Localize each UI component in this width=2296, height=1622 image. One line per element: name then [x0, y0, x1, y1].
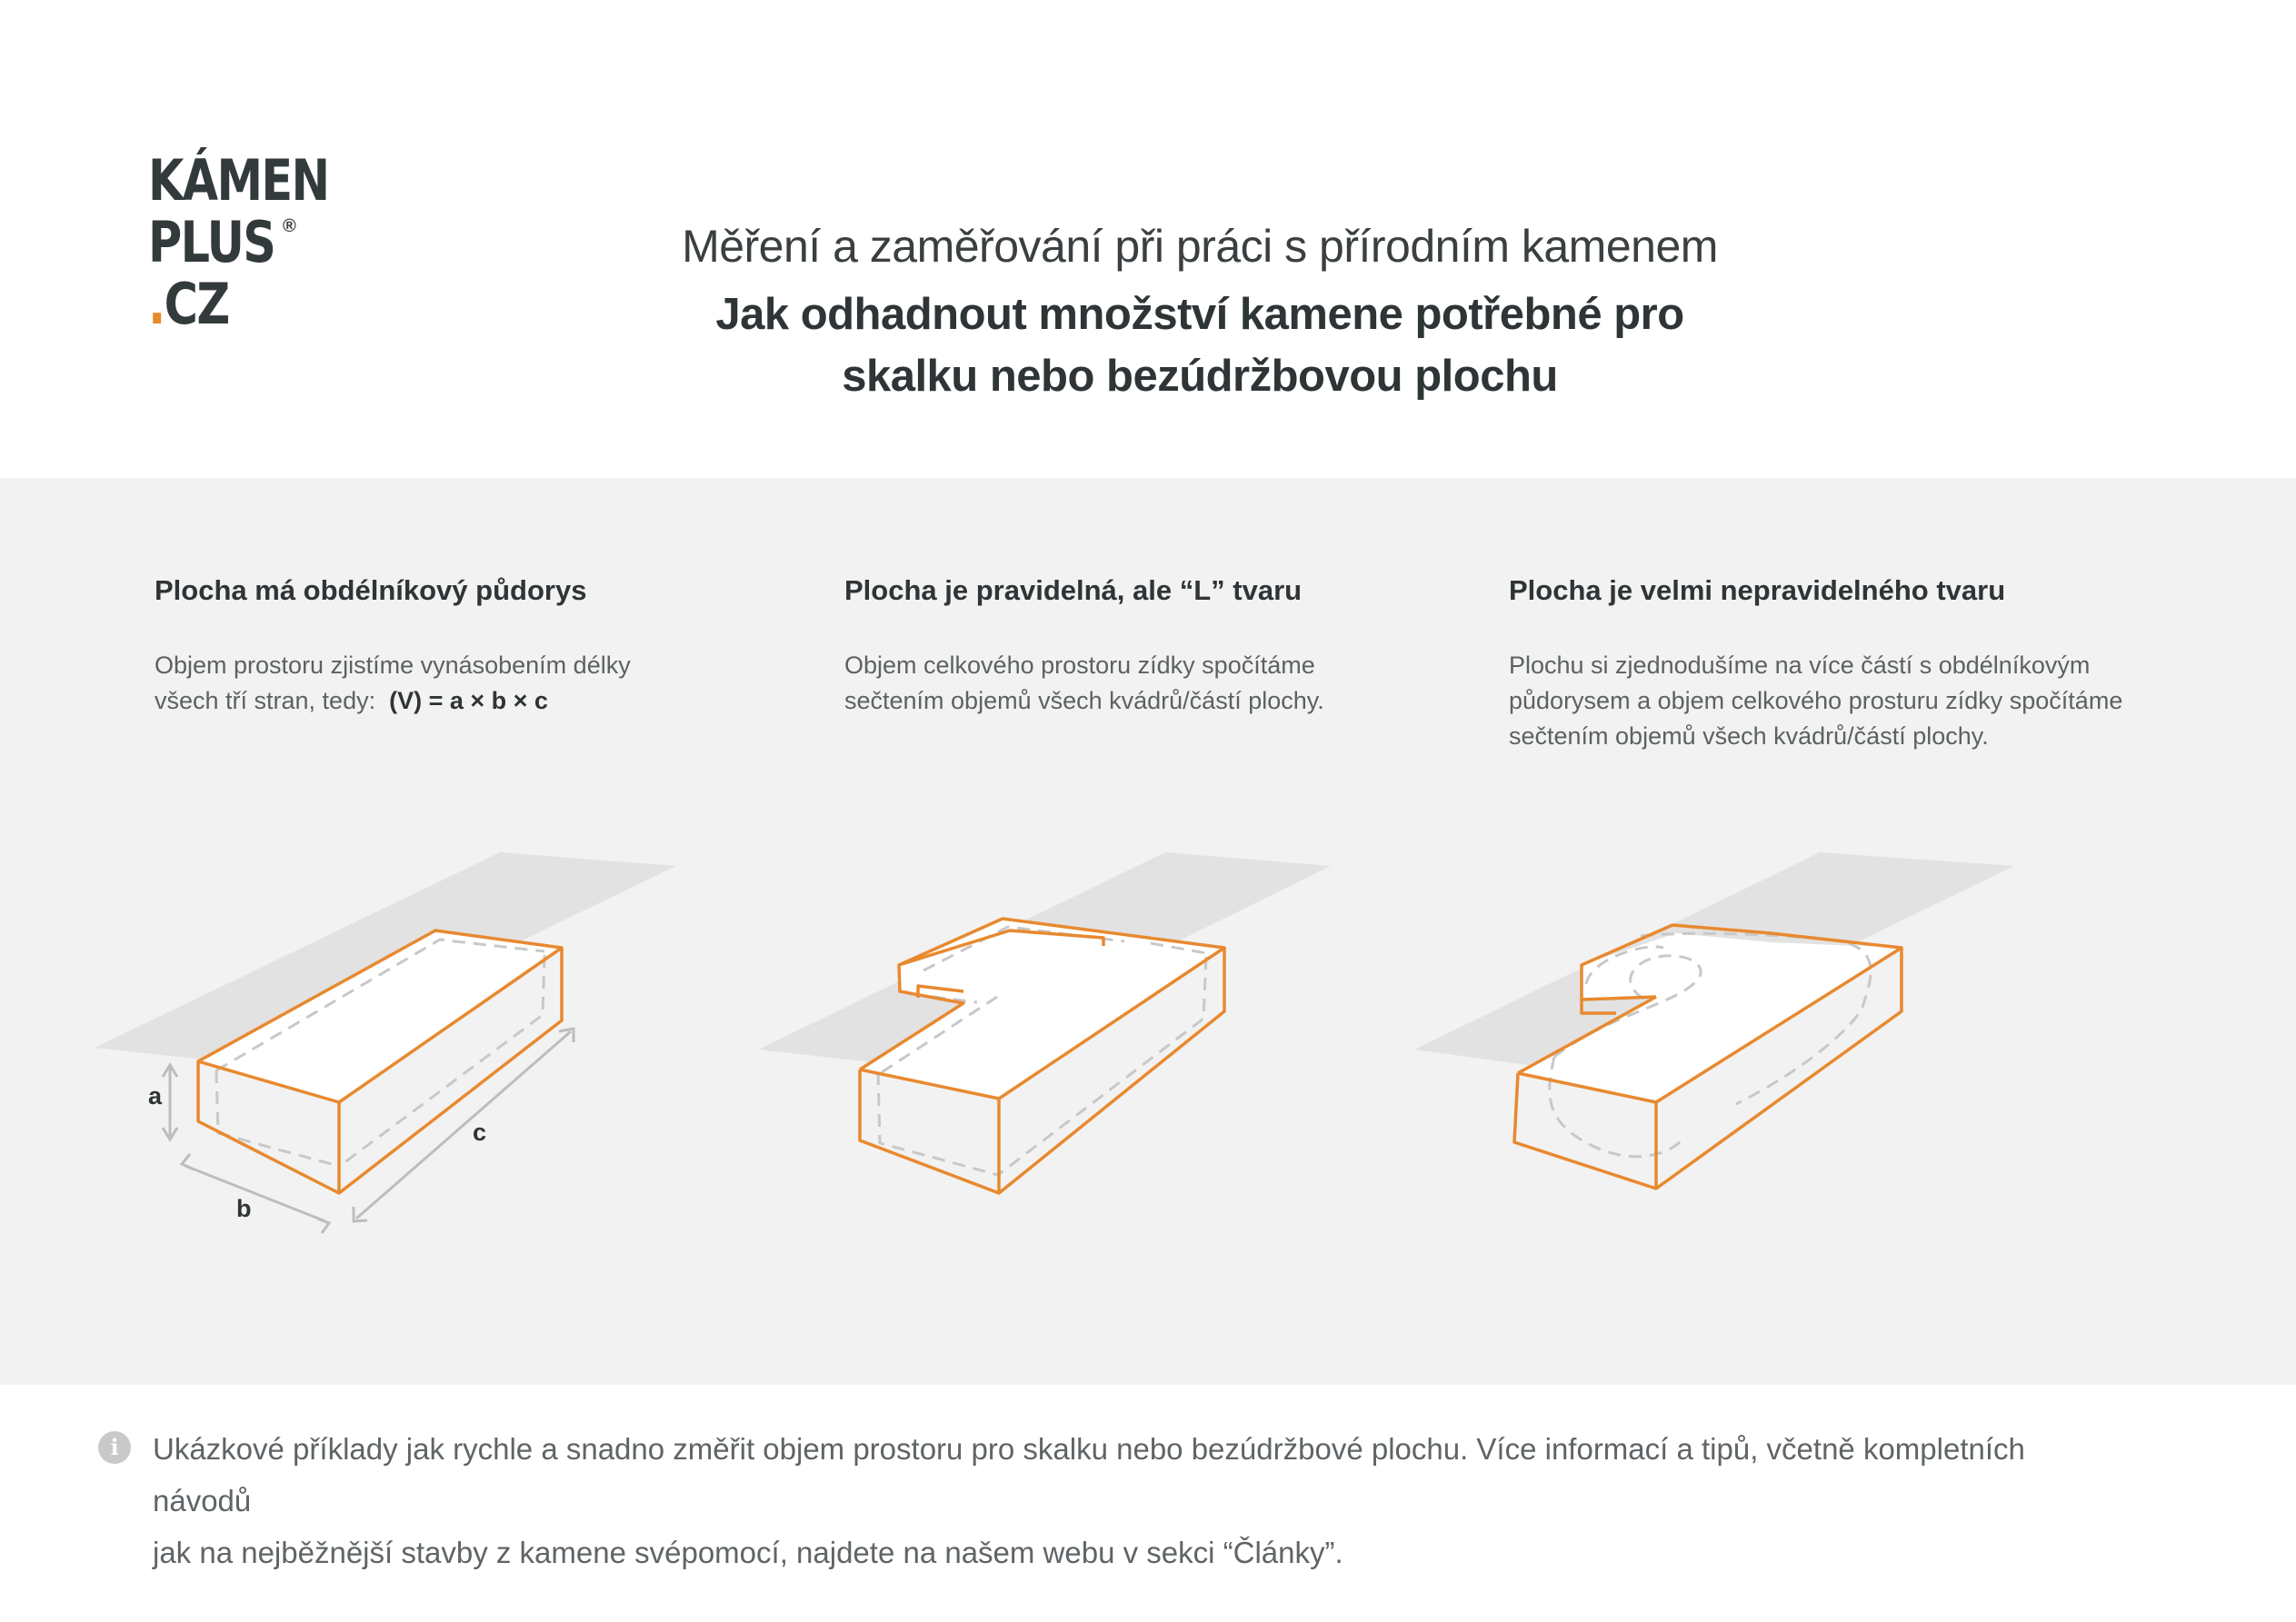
- logo-dot: .: [148, 271, 165, 337]
- column-3-text: [1509, 648, 2122, 754]
- column-1-text-line2: [155, 683, 631, 719]
- column-1-text: [155, 648, 631, 719]
- rectangular-box-illustration: [82, 841, 700, 1240]
- column-1-title: Plocha má obdélníkový půdorys: [155, 574, 587, 606]
- column-2-text-line2: sečtením objemů všech kvádrů/částí plochy.: [844, 687, 1324, 714]
- logo-line-cz: [148, 271, 229, 337]
- l-shaped-box-illustration: [754, 841, 1373, 1222]
- page-title: [509, 284, 1891, 407]
- dimension-label-a: a: [148, 1082, 163, 1110]
- column-1-text-line1: Objem prostoru zjistíme vynásobením délky: [155, 652, 631, 679]
- logo-line-plus: PLUS: [148, 209, 275, 275]
- logo-line-kamen: KÁMEN: [148, 147, 329, 214]
- page-title-line1: Jak odhadnout množství kamene potřebné pro: [715, 290, 1684, 339]
- irregular-shape-illustration: [1409, 841, 2045, 1222]
- info-icon: i: [98, 1431, 131, 1464]
- volume-formula: (V) = a × b × c: [389, 687, 548, 714]
- logo-registered-mark: ®: [283, 216, 296, 236]
- column-2-title: Plocha je pravidelná, ale “L” tvaru: [844, 574, 1303, 606]
- logo-cz: CZ: [164, 271, 229, 337]
- logo[interactable]: [148, 145, 366, 336]
- column-2-text: [844, 648, 1324, 719]
- column-3-text-line3: sečtením objemů všech kvádrů/částí plochy.: [1509, 722, 1989, 750]
- page-subtitle: Měření a zaměřování při práci s přírodním kamenem: [682, 221, 1718, 272]
- footer-note: [153, 1423, 2080, 1578]
- column-1-text-line2-main: všech tří stran, tedy:: [155, 687, 376, 714]
- footer-line1: Ukázkové příklady jak rychle a snadno změřit objem prostoru pro skalku nebo bezúdržbové plochu. Více informací a tipů, včetně kompletních návodů: [153, 1432, 2025, 1518]
- page-title-line2: skalku nebo bezúdržbovou plochu: [842, 352, 1558, 401]
- footer-line2: jak na nejběžnější stavby z kamene svépomocí, najdete na našem webu v sekci “Články”.: [153, 1536, 1343, 1569]
- dimension-label-c: c: [473, 1119, 487, 1146]
- column-3-text-line2: půdorysem a objem celkového prosturu zídky spočítáme: [1509, 687, 2123, 714]
- column-3-text-line1: Plochu si zjednodušíme na více částí s obdélníkovým: [1509, 652, 2091, 679]
- dimension-label-b: b: [236, 1195, 252, 1222]
- column-3-title: Plocha je velmi nepravidelného tvaru: [1509, 574, 2006, 606]
- column-2-text-line1: Objem celkového prostoru zídky spočítáme: [844, 652, 1315, 679]
